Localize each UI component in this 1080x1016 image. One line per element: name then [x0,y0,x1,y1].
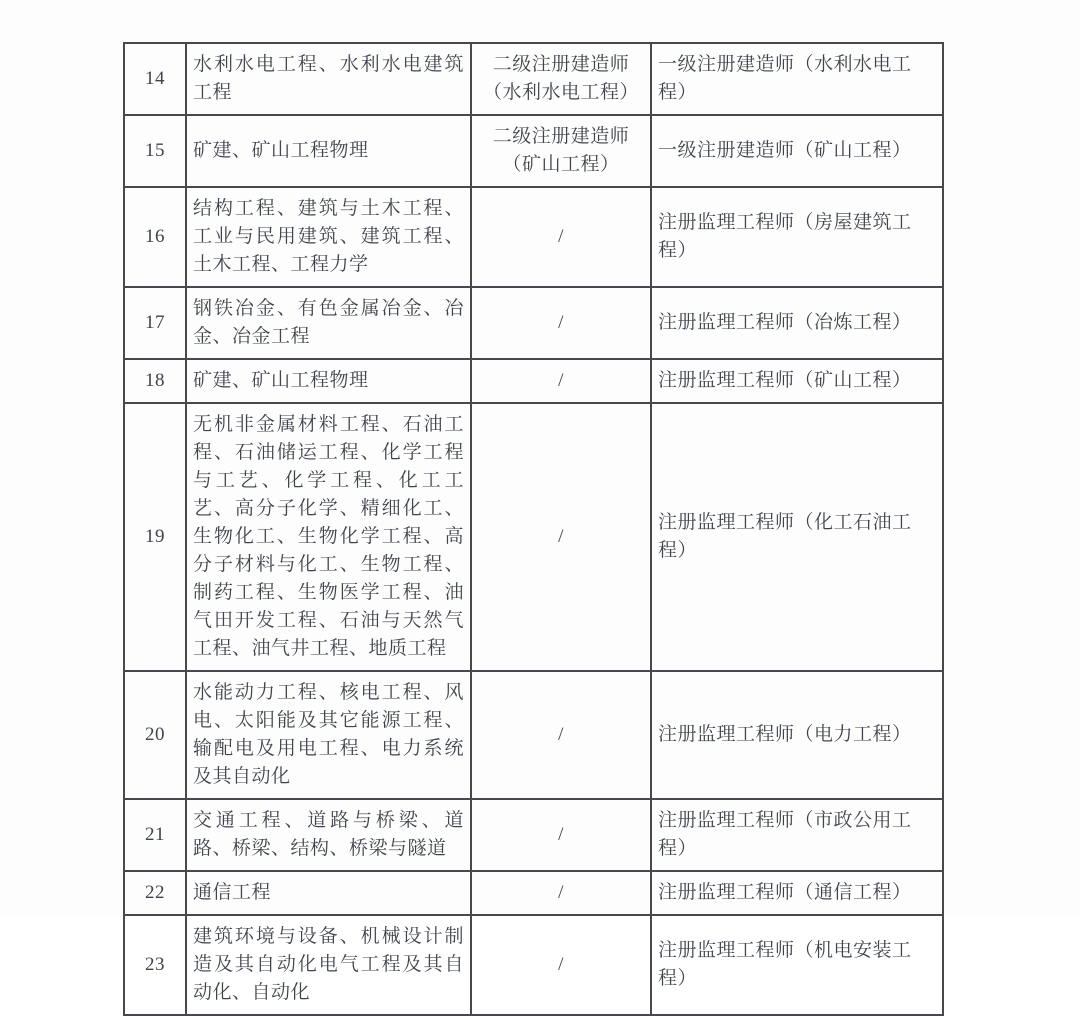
level2-credential-cell: / [471,187,651,287]
table-row [124,799,943,871]
majors-cell: 钢铁冶金、有色金属冶金、冶金、冶金工程 [186,287,471,359]
level1-credential-cell: 一级注册建造师（水利水电工程） [651,43,943,115]
level2-credential-cell: 二级注册建造师（水利水电工程） [471,43,651,115]
level1-credential-cell: 注册监理工程师（化工石油工程） [651,403,943,671]
row-number-cell: 15 [124,115,186,187]
level2-credential-cell: / [471,799,651,871]
level2-credential-cell: 二级注册建造师（矿山工程） [471,115,651,187]
majors-cell: 无机非金属材料工程、石油工程、石油储运工程、化学工程与工艺、化学工程、化工工艺、高分子化学、精细化工、生物化工、生物化学工程、高分子材料与化工、生物工程、制药工程、生物医学工程、油气田开发工程、石油与天然气工程、油气井工程、地质工程 [186,403,471,671]
table-row [124,871,943,915]
level1-credential-cell: 注册监理工程师（房屋建筑工程） [651,187,943,287]
row-number-cell: 18 [124,359,186,403]
majors-cell: 建筑环境与设备、机械设计制造及其自动化电气工程及其自动化、自动化 [186,915,471,1015]
level2-credential-cell: / [471,671,651,799]
majors-cell: 水利水电工程、水利水电建筑工程 [186,43,471,115]
level1-credential-cell: 注册监理工程师（冶炼工程） [651,287,943,359]
table-row [124,359,943,403]
table-row [124,915,943,1015]
qualification-table [123,42,944,1016]
level1-credential-cell: 注册监理工程师（通信工程） [651,871,943,915]
level2-credential-cell: / [471,403,651,671]
level2-credential-cell: / [471,287,651,359]
table-row [124,403,943,671]
row-number-cell: 22 [124,871,186,915]
table-body [124,43,943,1015]
table-row [124,187,943,287]
row-number-cell: 16 [124,187,186,287]
majors-cell: 水能动力工程、核电工程、风电、太阳能及其它能源工程、输配电及用电工程、电力系统及其自动化 [186,671,471,799]
level1-credential-cell: 一级注册建造师（矿山工程） [651,115,943,187]
row-number-cell: 17 [124,287,186,359]
level1-credential-cell: 注册监理工程师（电力工程） [651,671,943,799]
level1-credential-cell: 注册监理工程师（矿山工程） [651,359,943,403]
level1-credential-cell: 注册监理工程师（机电安装工程） [651,915,943,1015]
table-row [124,671,943,799]
row-number-cell: 21 [124,799,186,871]
majors-cell: 交通工程、道路与桥梁、道路、桥梁、结构、桥梁与隧道 [186,799,471,871]
table-row [124,43,943,115]
level1-credential-cell: 注册监理工程师（市政公用工程） [651,799,943,871]
majors-cell: 矿建、矿山工程物理 [186,359,471,403]
row-number-cell: 20 [124,671,186,799]
table-row [124,287,943,359]
row-number-cell: 23 [124,915,186,1015]
level2-credential-cell: / [471,915,651,1015]
level2-credential-cell: / [471,871,651,915]
majors-cell: 结构工程、建筑与土木工程、工业与民用建筑、建筑工程、土木工程、工程力学 [186,187,471,287]
majors-cell: 矿建、矿山工程物理 [186,115,471,187]
table-row [124,115,943,187]
majors-cell: 通信工程 [186,871,471,915]
row-number-cell: 19 [124,403,186,671]
row-number-cell: 14 [124,43,186,115]
level2-credential-cell: / [471,359,651,403]
